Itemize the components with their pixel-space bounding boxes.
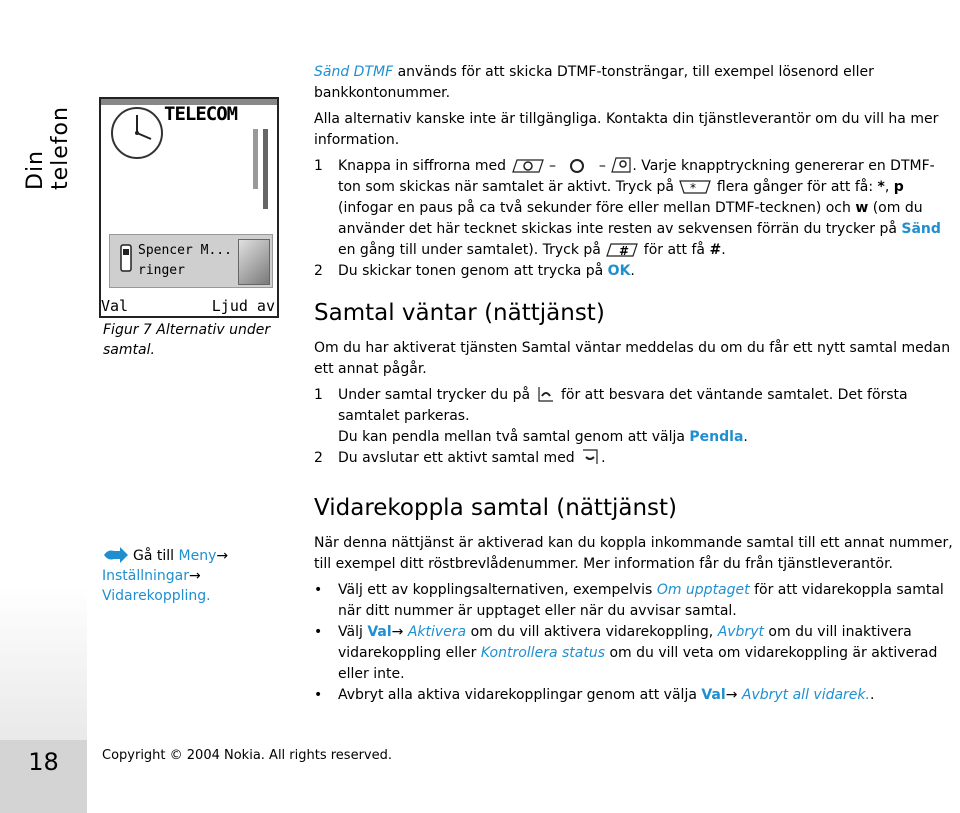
chapter-title: Din telefon	[23, 106, 73, 190]
divert-bullet-3	[314, 685, 954, 706]
phone-screen-figure	[99, 97, 279, 318]
caller-photo	[238, 239, 270, 285]
dtmf-step-2	[314, 261, 954, 282]
dtmf-intro-text: används för att skicka DTMF-tonsträngar, till exempel lösenord eller bankkontonummer.	[314, 64, 874, 101]
phone-call-icon	[118, 243, 134, 273]
figure-caption: Figur 7 Alternativ under samtal.	[103, 322, 271, 358]
step-number: 2	[314, 263, 323, 279]
bullet-text: Välj	[338, 624, 368, 640]
battery-signal-icon	[251, 119, 271, 219]
bullet-text: Välj ett av kopplingsalternativen, exempelvis	[338, 582, 657, 598]
step-text: för att få	[643, 242, 710, 258]
char-p: p	[893, 179, 904, 195]
side-fade	[0, 585, 87, 740]
step-number: 1	[314, 387, 323, 403]
char-star: *	[877, 179, 885, 195]
softkey-left[interactable]: Val	[101, 297, 129, 315]
divert-heading: Vidarekoppla samtal (nättjänst)	[314, 495, 677, 521]
dtmf-intro	[314, 62, 954, 104]
main-content	[314, 62, 954, 706]
operator-name: TELECOM	[164, 103, 238, 125]
step-text: Du kan pendla mellan två samtal genom att välja	[338, 429, 690, 445]
char-hash: #	[709, 242, 722, 258]
shortcut-path1: Inställningar	[102, 568, 190, 584]
waiting-intro: Om du har aktiverat tjänsten Samtal väntar meddelas du om du får ett nytt samtal medan ett annat pågår.	[314, 340, 951, 377]
call-key-icon	[535, 385, 557, 403]
copyright: Copyright © 2004 Nokia. All rights reserved.	[102, 748, 392, 763]
period: .	[869, 687, 875, 703]
step-text: Under samtal trycker du på	[338, 387, 531, 403]
key-dash: –	[598, 158, 611, 174]
caller-name: Spencer M...	[138, 243, 232, 258]
option-cancel-all: Avbryt all vidarek.	[741, 687, 870, 703]
separator: ,	[884, 179, 894, 195]
bullet-dot: •	[314, 582, 323, 598]
dtmf-term: Sänd DTMF	[314, 64, 394, 80]
waiting-heading: Samtal väntar (nättjänst)	[314, 300, 605, 326]
arrow: →	[725, 687, 738, 703]
option-activate: Aktivera	[407, 624, 467, 640]
period: .	[630, 263, 635, 279]
key-9-icon	[610, 156, 632, 174]
dtmf-note: Alla alternativ kanske inte är tillgängliga. Kontakta din tjänstleverantör om du vill ha mer information.	[314, 111, 939, 148]
bullet-dot: •	[314, 624, 323, 640]
waiting-step-1	[314, 385, 954, 448]
char-w: w	[855, 200, 869, 216]
bullet-text: för att vidarekoppla samtal när ditt nummer är upptaget eller när du avvisar samtal.	[338, 582, 944, 619]
ok-label: OK	[607, 263, 631, 279]
divert-bullet-2	[314, 622, 954, 685]
step-text: flera gånger för att få:	[716, 179, 878, 195]
divert-bullet-1	[314, 580, 954, 622]
softkey-right[interactable]: Ljud av	[211, 297, 275, 315]
end-key-icon	[579, 448, 601, 466]
divert-intro: När denna nättjänst är aktiverad kan du koppla inkommande samtal till ett annat nummer, till exempel ditt röstbrevlådenummer. Mer information får du från tjänstleverantör.	[314, 535, 953, 572]
arrow: →	[391, 624, 404, 640]
period: .	[743, 429, 748, 445]
waiting-step-2	[314, 448, 954, 469]
clock-icon	[109, 105, 165, 161]
svg-text:#: #	[619, 244, 630, 258]
caller-status: ringer	[138, 263, 185, 278]
bullet-text: om du vill veta om vidarekoppling är aktiverad eller inte.	[338, 645, 938, 682]
key-star-icon	[678, 179, 712, 195]
val-label: Val	[701, 687, 726, 703]
shortcut-arrow-2: →	[189, 568, 201, 584]
shortcut-prefix: Gå till	[133, 548, 179, 564]
period: .	[721, 242, 726, 258]
period: .	[601, 450, 606, 466]
swap-label: Pendla	[689, 429, 744, 445]
shortcut-note	[102, 546, 287, 606]
step-text: Knappa in siffrorna med	[338, 158, 507, 174]
option-cancel: Avbryt	[717, 624, 764, 640]
step-text: (infogar en paus på ca två sekunder före eller mellan DTMF-tecknen) och	[338, 200, 856, 216]
shortcut-path2: Vidarekoppling.	[102, 588, 211, 604]
shortcut-arrow-icon	[102, 547, 128, 563]
option-busy: Om upptaget	[656, 582, 750, 598]
shortcut-arrow-1: →	[216, 548, 229, 564]
incoming-call-box	[109, 234, 273, 288]
step-text: . Varje knapptryckning genererar en DTMF-ton som skickas när samtalet är aktivt. Tryck på	[338, 158, 935, 195]
val-label: Val	[367, 624, 392, 640]
bullet-text: Avbryt alla aktiva vidarekopplingar genom att välja	[338, 687, 702, 703]
step-number: 2	[314, 450, 323, 466]
key-hash-icon	[605, 242, 639, 258]
key-0-icon	[560, 158, 594, 174]
bullet-dot: •	[314, 687, 323, 703]
step-text: (om du använder det här tecknet skickas inte resten av sekvensen förrän du trycker på	[338, 200, 923, 237]
key-1-icon	[511, 158, 545, 174]
page-number: 18	[28, 748, 59, 776]
step-text: Du avslutar ett aktivt samtal med	[338, 450, 575, 466]
bullet-text: om du vill aktivera vidarekoppling,	[466, 624, 718, 640]
option-check-status: Kontrollera status	[480, 645, 605, 661]
step-text: en gång till under samtalet). Tryck på	[338, 242, 601, 258]
send-label: Sänd	[901, 221, 941, 237]
bullet-text: om du vill inaktivera vidarekoppling eller	[338, 624, 912, 661]
svg-text:*: *	[690, 181, 697, 195]
step-text: Du skickar tonen genom att trycka på	[338, 263, 608, 279]
key-dash: –	[548, 158, 561, 174]
dtmf-step-1	[314, 156, 954, 261]
side-band	[0, 0, 87, 813]
shortcut-menu: Meny	[178, 548, 217, 564]
step-text: för att besvara det väntande samtalet. Det första samtalet parkeras.	[338, 387, 908, 424]
step-number: 1	[314, 158, 323, 174]
